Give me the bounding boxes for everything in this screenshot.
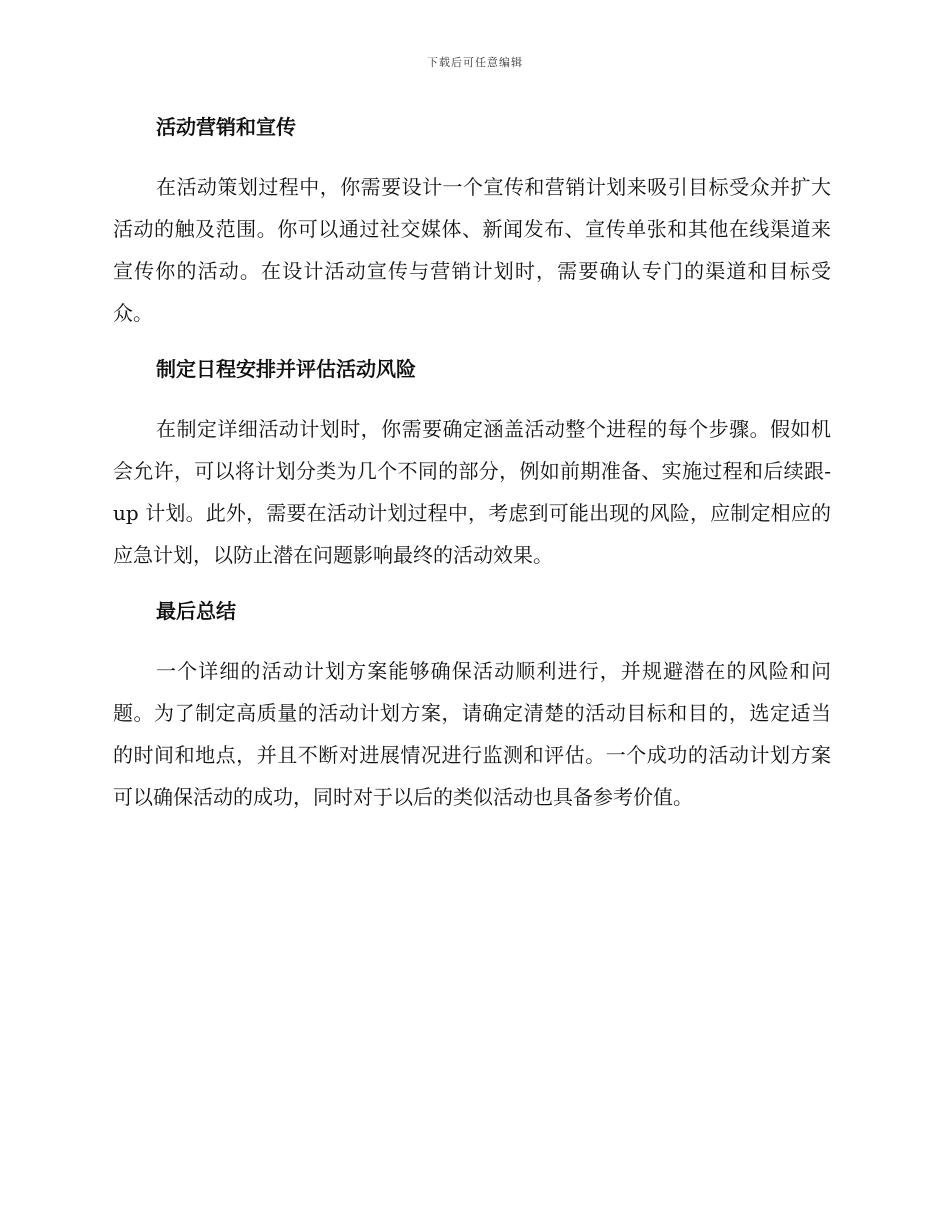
section-paragraph-marketing: 在活动策划过程中，你需要设计一个宣传和营销计划来吸引目标受众并扩大活动的触及范围。你可以通过社交媒体、新闻发布、宣传单张和其他在线渠道来宣传你的活动。在设计活动宣传与营销计划时，需要确认专门的渠道和目标受众。 [113,175,831,325]
section-paragraph-schedule-risk: 在制定详细活动计划时，你需要确定涵盖活动整个进程的每个步骤。假如机会允许，可以将计划分类为几个不同的部分，例如前期准备、实施过程和后续跟-up 计划。此外，需要在活动计划过程中，考虑到可能出现的风险，应制定相应的应急计划，以防止潜在问题影响最终的活动效果。 [113,417,831,567]
section-heading-marketing: 活动营销和宣传 [156,115,296,139]
header-note: 下载后可任意编辑 [427,56,523,69]
document-body [113,110,831,818]
section-heading-schedule-risk: 制定日程安排并评估活动风险 [156,357,416,381]
section-paragraph-summary: 一个详细的活动计划方案能够确保活动顺利进行，并规避潜在的风险和问题。为了制定高质量的活动计划方案，请确定清楚的活动目标和目的，选定适当的时间和地点，并且不断对进展情况进行监测和评估。一个成功的活动计划方案可以确保活动的成功，同时对于以后的类似活动也具备参考价值。 [113,659,831,809]
section-heading-summary: 最后总结 [156,599,236,623]
